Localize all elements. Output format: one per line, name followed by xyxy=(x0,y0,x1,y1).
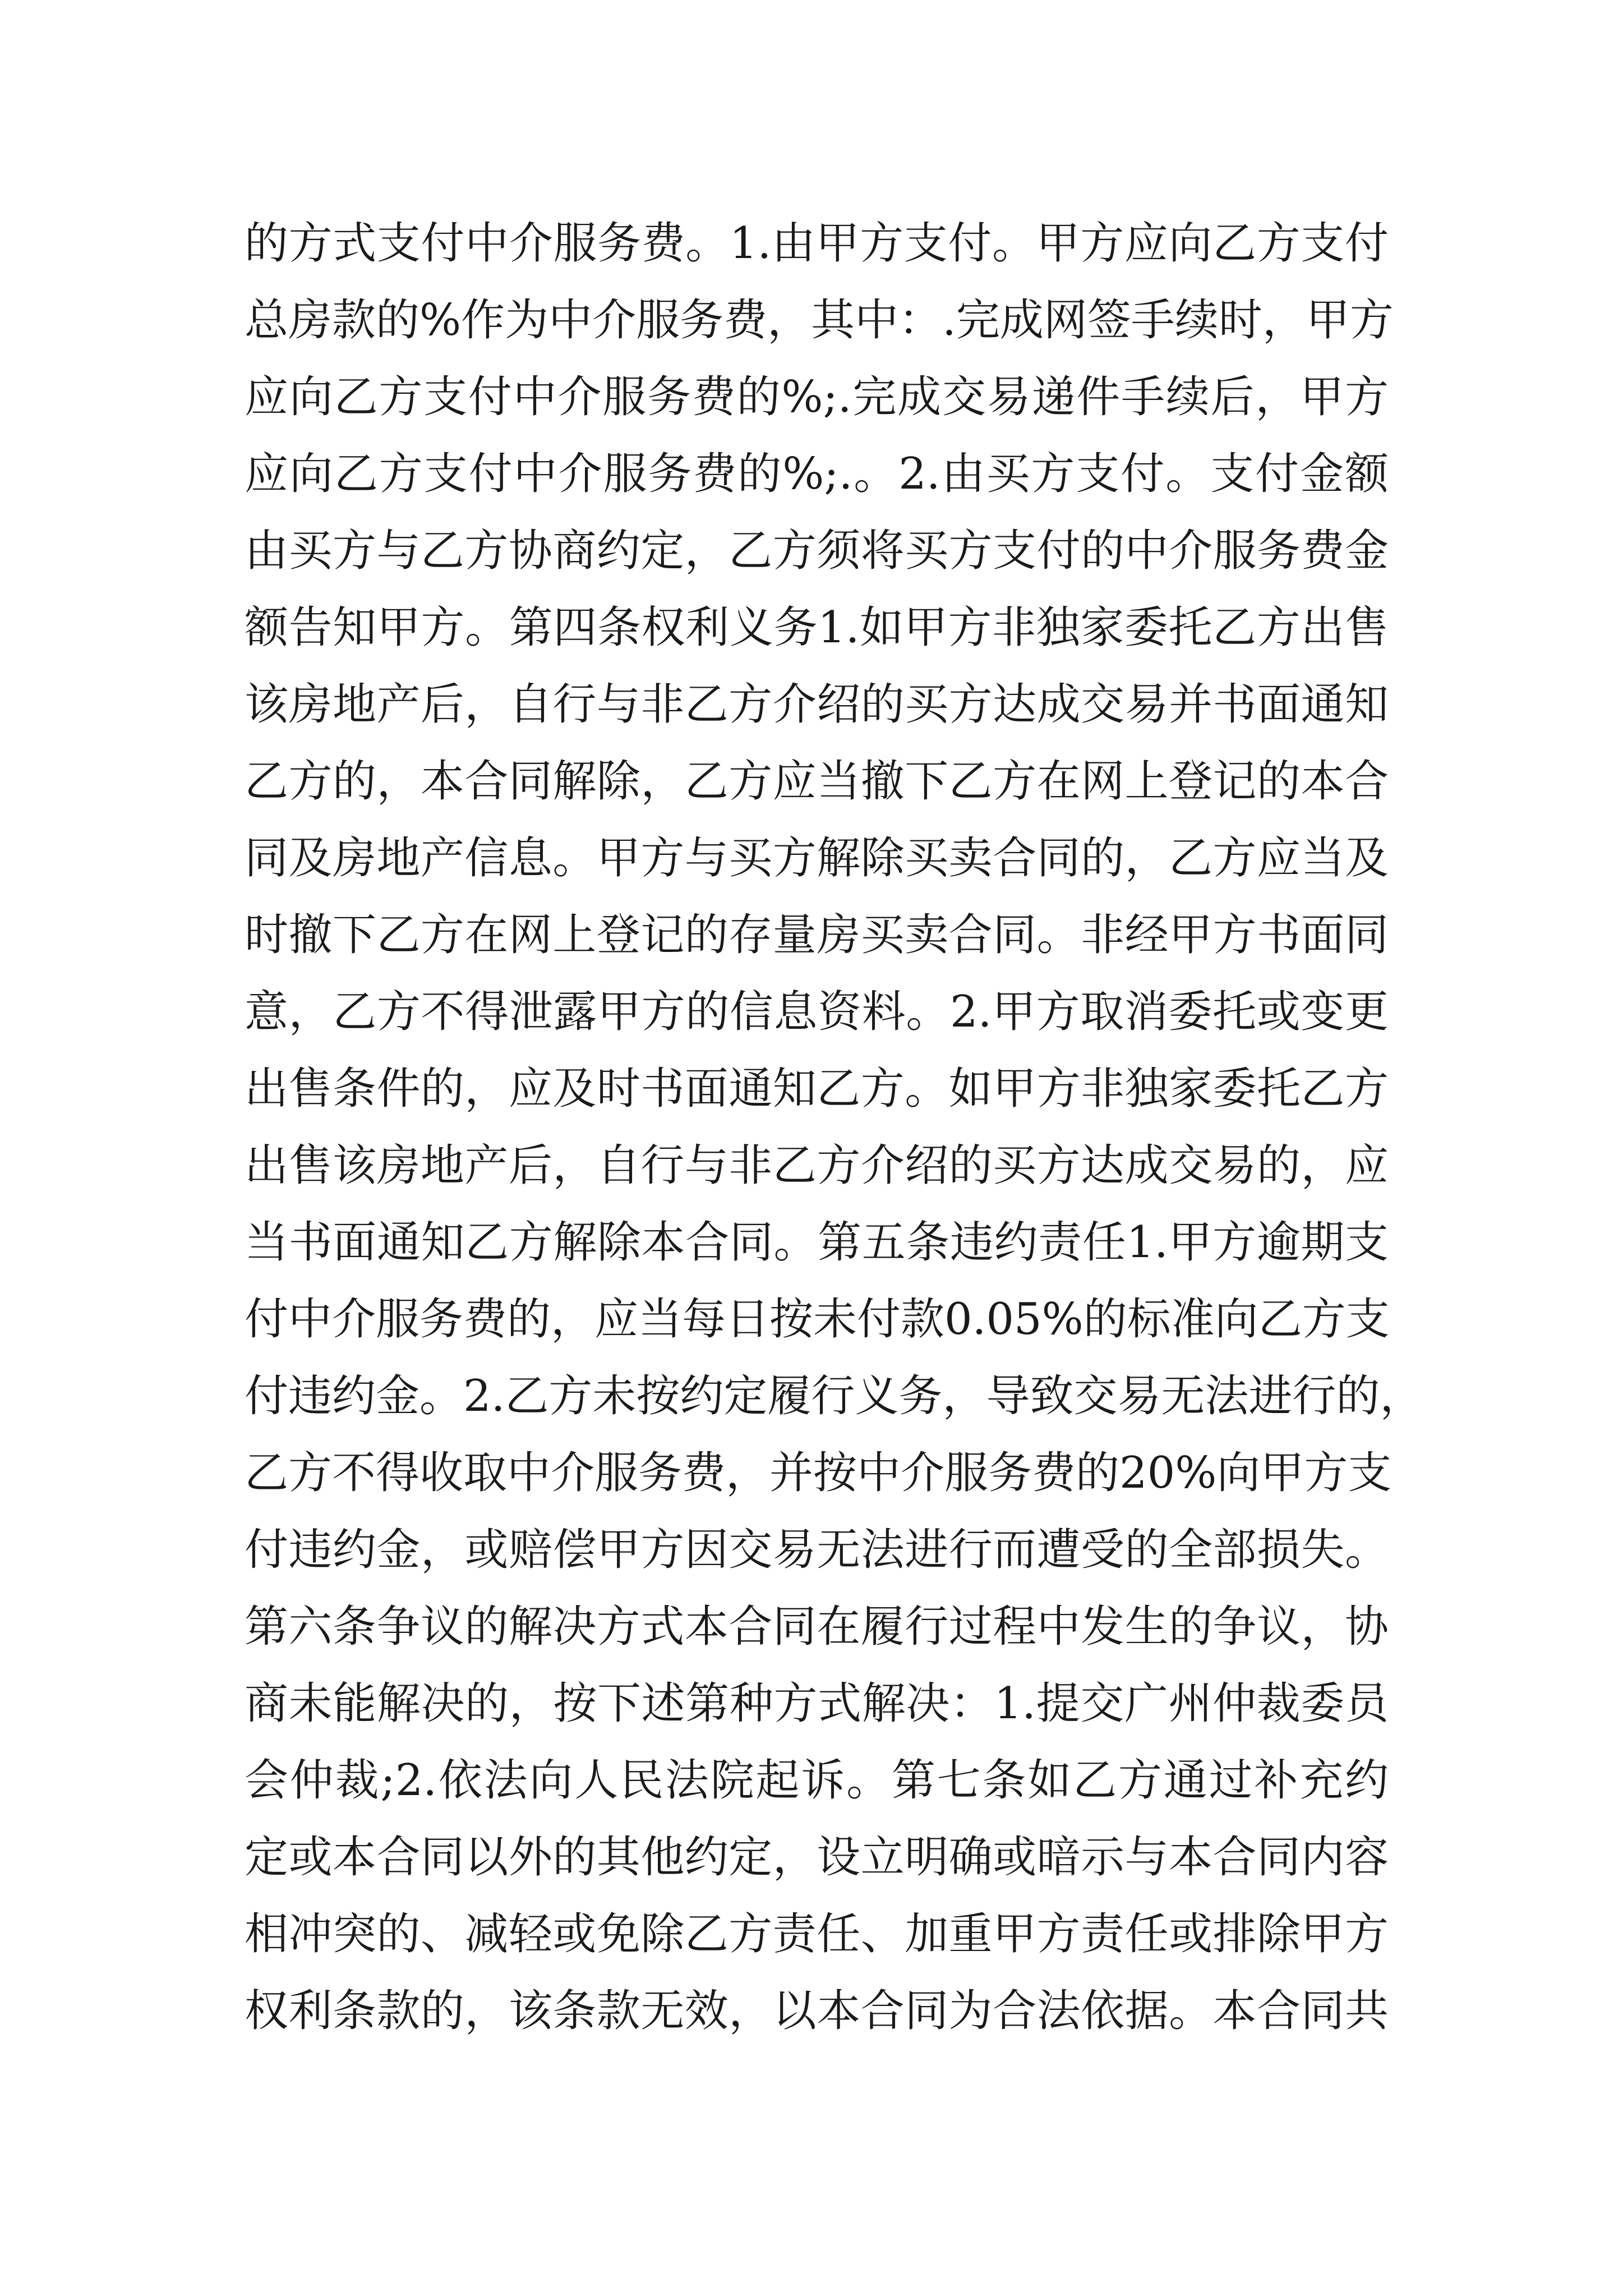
contract-text-body xyxy=(245,205,1424,2050)
text-line: 权利条款的，该条款无效，以本合同为合法依据。本合同共 xyxy=(245,1986,1389,2036)
text-line: 意，乙方不得泄露甲方的信息资料。2.甲方取消委托或变更 xyxy=(245,987,1389,1037)
text-line: 商未能解决的，按下述第种方式解决：1.提交广州仲裁委员 xyxy=(245,1678,1389,1729)
text-line: 应向乙方支付中介服务费的%;.。2.由买方支付。支付金额 xyxy=(245,449,1389,499)
text-line: 付违约金。2.乙方未按约定履行义务，导致交易无法进行的， xyxy=(245,1371,1424,1421)
text-line: 的方式支付中介服务费。1.由甲方支付。甲方应向乙方支付 xyxy=(245,218,1389,269)
text-line: 付中介服务费的，应当每日按未付款0.05%的标准向乙方支 xyxy=(245,1294,1390,1345)
text-line: 会仲裁;2.依法向人民法院起诉。第七条如乙方通过补充约 xyxy=(245,1755,1389,1806)
text-line: 同及房地产信息。甲方与买方解除买卖合同的，乙方应当及 xyxy=(245,833,1389,884)
text-line: 应向乙方支付中介服务费的%;.完成交易递件手续后，甲方 xyxy=(245,372,1389,422)
text-line: 额告知甲方。第四条权利义务1.如甲方非独家委托乙方出售 xyxy=(245,602,1389,653)
text-line: 出售该房地产后，自行与非乙方介绍的买方达成交易的，应 xyxy=(245,1140,1389,1191)
text-line: 由买方与乙方协商约定，乙方须将买方支付的中介服务费金 xyxy=(245,526,1389,576)
text-line: 相冲突的、减轻或免除乙方责任、加重甲方责任或排除甲方 xyxy=(245,1909,1389,1959)
text-line: 乙方不得收取中介服务费，并按中介服务费的20%向甲方支 xyxy=(245,1448,1392,1498)
text-line: 付违约金，或赔偿甲方因交易无法进行而遭受的全部损失。 xyxy=(245,1525,1389,1575)
text-line: 总房款的%作为中介服务费，其中：.完成网签手续时，甲方 xyxy=(245,295,1394,346)
text-line: 出售条件的，应及时书面通知乙方。如甲方非独家委托乙方 xyxy=(245,1064,1389,1114)
text-line: 乙方的，本合同解除，乙方应当撤下乙方在网上登记的本合 xyxy=(245,756,1389,807)
text-line: 定或本合同以外的其他约定，设立明确或暗示与本合同内容 xyxy=(245,1832,1389,1883)
text-line: 该房地产后，自行与非乙方介绍的买方达成交易并书面通知 xyxy=(245,679,1389,730)
text-line: 时撤下乙方在网上登记的存量房买卖合同。非经甲方书面同 xyxy=(245,910,1389,960)
text-line: 第六条争议的解决方式本合同在履行过程中发生的争议，协 xyxy=(245,1602,1389,1652)
text-line: 当书面通知乙方解除本合同。第五条违约责任1.甲方逾期支 xyxy=(245,1217,1389,1268)
